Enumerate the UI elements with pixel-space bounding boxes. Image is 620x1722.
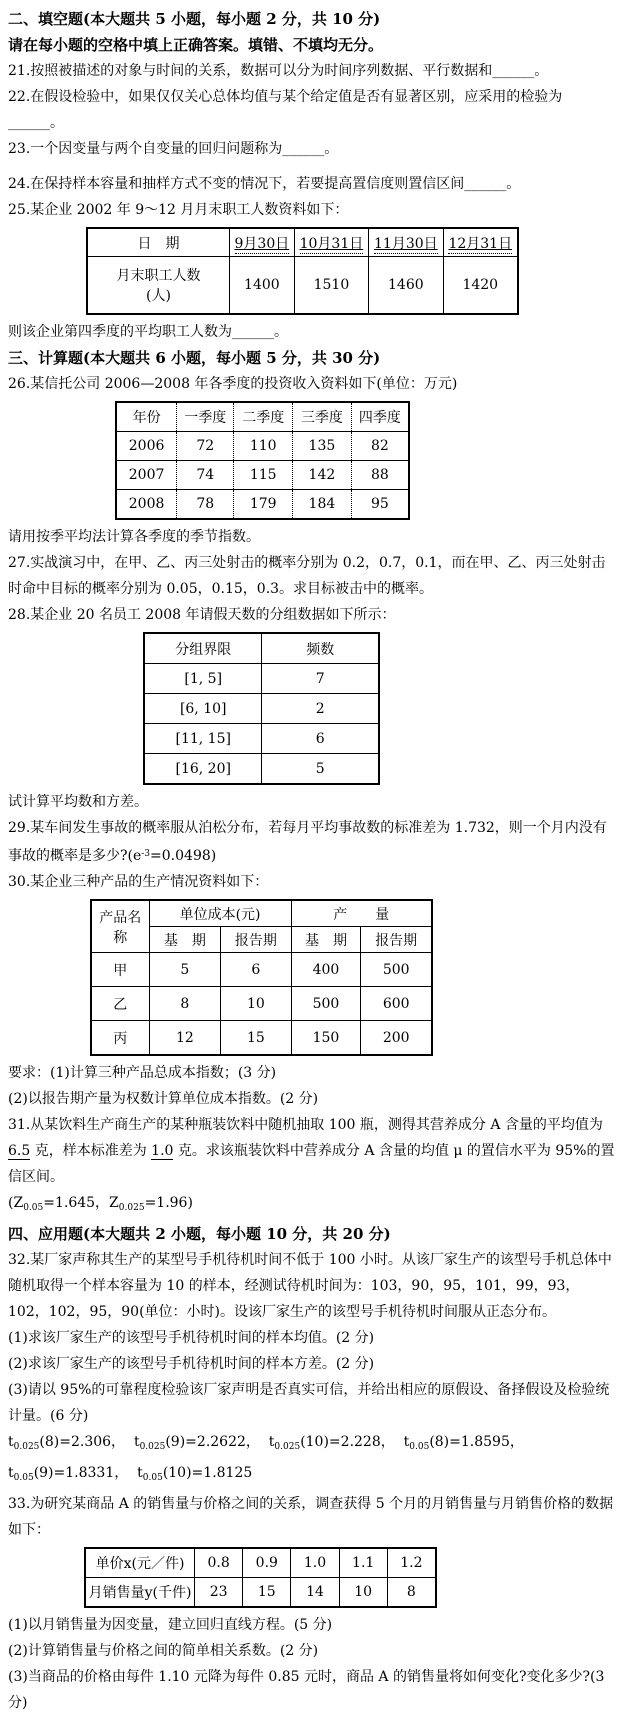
question-31: 31.从某饮料生产商生产的某种瓶装饮料中随机抽取 100 瓶，测得其营养成分 A 含量的平均值为 6.5 克，样本标准差为 1.0 克。求该瓶装饮料中营养成分 A 含量的均值 μ 的置信水平为 95%的置信区间。	[8, 1117, 615, 1185]
header-cell: 基 期	[291, 927, 361, 953]
section-2-instruction: 请在每小题的空格中填上正确答案。填错、不填均无分。	[8, 36, 384, 54]
year-cell: 2006	[116, 432, 177, 461]
frequency-cell: 5	[262, 754, 379, 785]
question-32: 32.某厂家声称其生产的某型号手机待机时间不低于 100 小时。从该厂家生产的该型号手机总体中随机取得一个样本容量为 10 的样本，经测试待机时间为：103，90，95，101，99，93，102，102，95，90(单位：小时)。设该厂家生产的该型号手机待机时间服从正态分布。	[8, 1252, 612, 1320]
sales-price-table	[84, 1547, 437, 1608]
table-row	[85, 1578, 436, 1608]
product-cell: 甲	[91, 953, 149, 987]
date-cell: 10月31日	[299, 235, 364, 252]
question-33-intro: 33.为研究某商品 A 的销售量与价格之间的关系，调查获得 5 个月的月销售量与月销售价格的数据如下：	[8, 1496, 614, 1538]
question-30-intro: 30.某企业三种产品的生产情况资料如下：	[8, 874, 269, 890]
value-cell: 72	[177, 432, 234, 461]
value-cell: 500	[291, 987, 361, 1021]
interval-cell: [6, 10]	[144, 694, 262, 724]
header-cell: 报告期	[221, 927, 291, 953]
question-33-sub-3: (3)当商品的价格由每件 1.10 元降为每件 0.85 元时，商品 A 的销售量将如何变化?变化多少?(3 分)	[8, 1669, 605, 1711]
interval-cell: [11, 15]	[144, 724, 262, 754]
value-cell: 1460	[369, 257, 443, 315]
value-cell: 6	[221, 953, 291, 987]
question-25-intro: 25.某企业 2002 年 9～12 月月末职工人数资料如下：	[8, 202, 349, 218]
quantity-cell: 15	[243, 1578, 291, 1608]
value-cell: 10	[221, 987, 291, 1021]
value-cell: 110	[234, 432, 293, 461]
header-cell: 一季度	[177, 402, 234, 432]
table-row	[116, 490, 409, 520]
question-29: 29.某车间发生事故的概率服从泊松分布，若每月平均事故数的标准差为 1.732，则一个月内没有事故的概率是多少$?(e^{-3}=0.0498)$	[8, 820, 607, 864]
value-cell: 8	[149, 987, 221, 1021]
value-cell: 15	[221, 1021, 291, 1056]
question-32-sub-3: (3)请以 95%的可靠程度检验该厂家声明是否真实可信，并给出相应的原假设、备择假设及检验统计量。(6 分)	[8, 1382, 610, 1424]
interval-cell: [16, 20]	[144, 754, 262, 785]
question-32-sub-2: (2)求该厂家生产的该型号手机待机时间的样本方差。(2 分)	[8, 1356, 375, 1372]
table-row	[116, 432, 409, 461]
value-cell: 115	[234, 461, 293, 490]
question-21: 21.按照被描述的对象与时间的关系，数据可以分为时间序列数据、平行数据和______。	[8, 63, 549, 79]
value-cell: 135	[293, 432, 352, 461]
question-23: 23.一个因变量与两个自变量的回归问题称为______。	[8, 141, 339, 157]
value-cell: 184	[293, 490, 352, 520]
question-25-outro: 则该企业第四季度的平均职工人数为______。	[8, 324, 288, 340]
quantity-cell: 14	[291, 1578, 339, 1608]
date-header-label: 日 期	[87, 228, 230, 257]
row-label: 单价x(元／件)	[85, 1548, 195, 1578]
quantity-cell: 10	[339, 1578, 387, 1608]
table-row	[91, 953, 432, 987]
section-3-heading: 三、计算题(本大题共 6 小题，每小题 5 分，共 30 分)	[8, 349, 381, 367]
table-header-row	[144, 633, 379, 664]
quarterly-investment-table	[115, 401, 410, 520]
date-cell: 11月30日	[374, 235, 438, 252]
value-cell: 12	[149, 1021, 221, 1056]
question-28-intro: 28.某企业 20 名员工 2008 年请假天数的分组数据如下所示：	[8, 607, 396, 623]
question-30-requirement-2: (2)以报告期产量为权数计算单位成本指数。(2 分)	[8, 1091, 319, 1107]
quantity-cell: 8	[387, 1578, 436, 1608]
value-cell: 82	[351, 432, 409, 461]
table-row	[144, 694, 379, 724]
header-cell: 单位成本(元)	[149, 900, 291, 927]
header-cell: 频数	[262, 633, 379, 664]
table-row	[91, 1021, 432, 1056]
table-row	[85, 1548, 436, 1578]
table-header-row	[91, 900, 432, 927]
value-cell: 200	[361, 1021, 432, 1056]
row-label: 月末职工人数 (人)	[87, 257, 230, 315]
value-cell: 150	[291, 1021, 361, 1056]
header-cell: 基 期	[149, 927, 221, 953]
header-cell: 四季度	[351, 402, 409, 432]
table-header-row	[116, 402, 409, 432]
question-24: 24.在保持样本容量和抽样方式不变的情况下，若要提高置信度则置信区间______。	[8, 176, 521, 192]
value-cell: 1510	[294, 257, 368, 315]
header-cell: 年份	[116, 402, 177, 432]
value-cell: 179	[234, 490, 293, 520]
frequency-cell: 6	[262, 724, 379, 754]
price-cell: 0.9	[243, 1548, 291, 1578]
question-26-intro: 26.某信托公司 2006—2008 年各季度的投资收入资料如下(单位：万元)	[8, 376, 458, 392]
frequency-cell: 2	[262, 694, 379, 724]
year-cell: 2008	[116, 490, 177, 520]
question-33-sub-2: (2)计算销售量与价格之间的简单相关系数。(2 分)	[8, 1643, 319, 1659]
date-cell: 12月31日	[448, 235, 513, 252]
section-4-heading: 四、应用题(本大题共 2 小题，每小题 10 分，共 20 分)	[8, 1225, 391, 1243]
price-cell: 1.1	[339, 1548, 387, 1578]
interval-cell: [1, 5]	[144, 664, 262, 694]
product-cell: 丙	[91, 1021, 149, 1056]
production-table	[90, 899, 433, 1056]
table-row	[144, 664, 379, 694]
table-row	[144, 724, 379, 754]
table-row	[116, 461, 409, 490]
quantity-cell: 23	[195, 1578, 243, 1608]
value-cell: 600	[361, 987, 432, 1021]
question-26-outro: 请用按季平均法计算各季度的季节指数。	[8, 529, 260, 545]
header-cell: 分组界限	[144, 633, 262, 664]
question-28-outro: 试计算平均数和方差。	[8, 794, 148, 810]
value-cell: 1420	[443, 257, 518, 315]
question-32-sub-1: (1)求该厂家生产的该型号手机待机时间的样本均值。(2 分)	[8, 1330, 375, 1346]
product-cell: 乙	[91, 987, 149, 1021]
header-cell: 二季度	[234, 402, 293, 432]
question-27: 27.实战演习中，在甲、乙、丙三处射击的概率分别为 0.2，0.7，0.1，而在甲、乙、丙三处射击时命中目标的概率分别为 0.05，0.15，0.3。求目标被击中的概率。	[8, 555, 606, 597]
question-32-t-values-line-2: $t_{0.05}(9)=1.8331$， $t_{0.05}(10)=1.8125$	[8, 1465, 253, 1483]
value-cell: 142	[293, 461, 352, 490]
section-2-heading: 二、填空题(本大题共 5 小题，每小题 2 分，共 10 分)	[8, 10, 381, 28]
price-cell: 0.8	[195, 1548, 243, 1578]
table-row	[87, 228, 518, 257]
question-32-t-values-line-1: $t_{0.025}(8)=2.306$， $t_{0.025}(9)=2.2622$， $t_{0.025}(10)=2.228$， $t_{0.05}(8)=1.8595$，	[8, 1434, 524, 1452]
value-cell: 74	[177, 461, 234, 490]
value-cell: 78	[177, 490, 234, 520]
question-33-sub-1: (1)以月销售量为因变量，建立回归直线方程。(5 分)	[8, 1617, 333, 1633]
value-cell: 88	[351, 461, 409, 490]
header-cell: 报告期	[361, 927, 432, 953]
table-row	[87, 257, 518, 315]
value-cell: 1400	[230, 257, 295, 315]
frequency-cell: 7	[262, 664, 379, 694]
value-cell: 400	[291, 953, 361, 987]
staff-count-table	[86, 227, 519, 315]
question-30-requirement-1: 要求：(1)计算三种产品总成本指数；(3 分)	[8, 1065, 277, 1081]
price-cell: 1.2	[387, 1548, 436, 1578]
year-cell: 2007	[116, 461, 177, 490]
question-22: 22.在假设检验中，如果仅仅关心总体均值与某个给定值是否有显著区别，应采用的检验为______。	[8, 89, 563, 131]
header-cell: 产品名称	[91, 900, 149, 953]
leave-days-frequency-table	[143, 632, 380, 785]
value-cell: 500	[361, 953, 432, 987]
value-cell: 5	[149, 953, 221, 987]
table-row	[91, 987, 432, 1021]
value-cell: 95	[351, 490, 409, 520]
price-cell: 1.0	[291, 1548, 339, 1578]
header-cell: 三季度	[293, 402, 352, 432]
question-31-z-values: ($Z_{0.05}=1.645$，$Z_{0.025}=1.96$)	[8, 1195, 193, 1213]
row-label: 月销售量y(千件)	[85, 1578, 195, 1608]
header-cell: 产 量	[291, 900, 432, 927]
date-cell: 9月30日	[234, 235, 290, 252]
table-row	[144, 754, 379, 785]
